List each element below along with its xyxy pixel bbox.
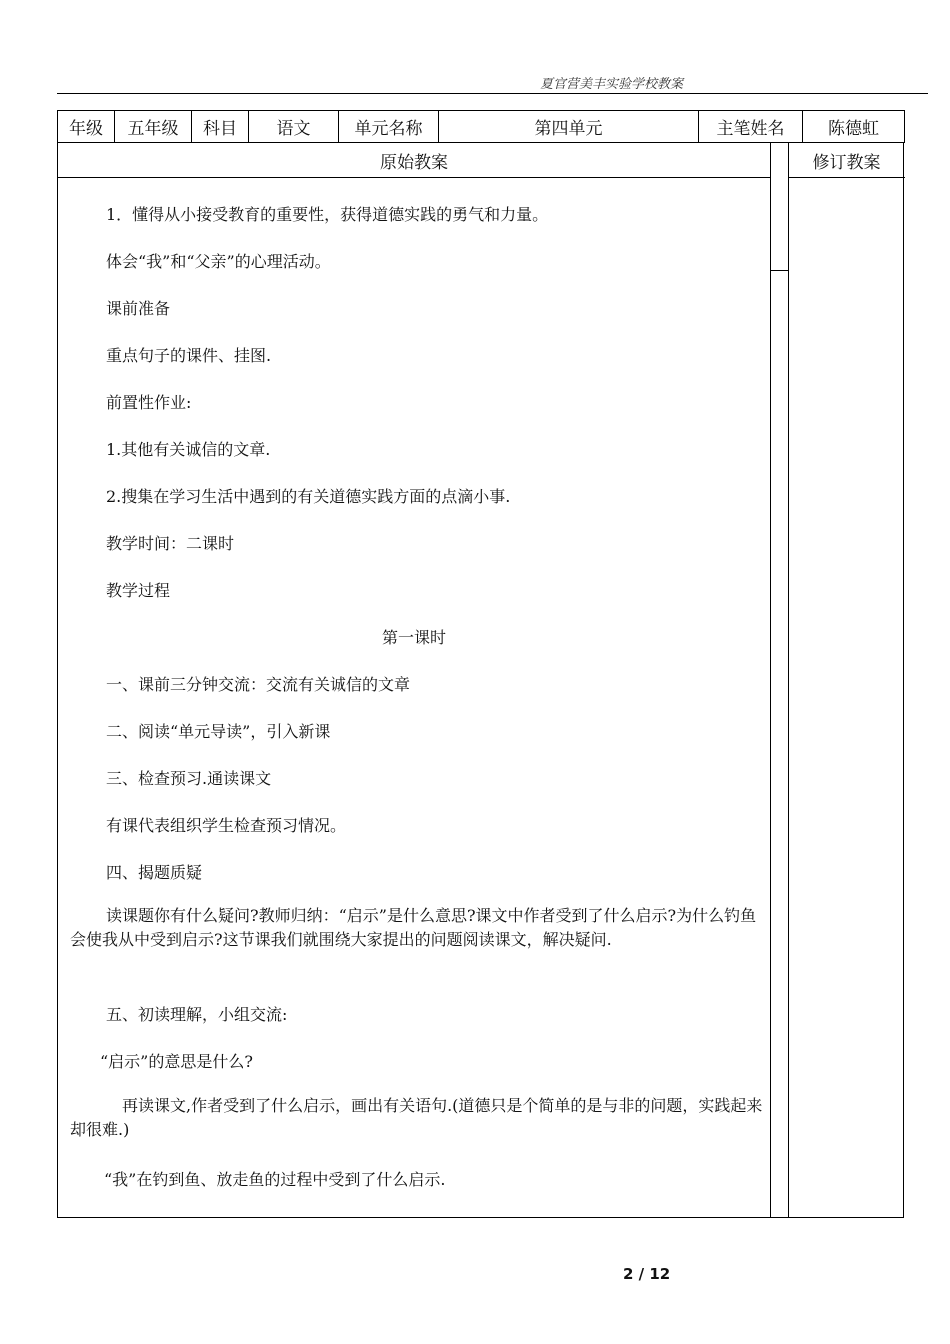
author-value: 陈德虹 bbox=[803, 111, 905, 143]
teaching-time: 教学时间：二课时 bbox=[106, 534, 235, 553]
objective-line: 1．懂得从小接受教育的重要性，获得道德实践的勇气和力量。 bbox=[106, 205, 549, 224]
step-two: 二、阅读“单元导读”，引入新课 bbox=[106, 722, 331, 741]
revised-plan-title: 修订教案 bbox=[812, 153, 881, 173]
lesson-one-heading: 第一课时 bbox=[381, 628, 446, 647]
page-number: 2 / 12 bbox=[623, 1265, 671, 1283]
homework-heading: 前置性作业: bbox=[106, 393, 192, 412]
step-five-question: “启示”的意思是什么? bbox=[100, 1052, 253, 1071]
prep-item: 重点句子的课件、挂图. bbox=[106, 346, 272, 365]
title-rule-revised bbox=[788, 177, 905, 178]
prep-heading: 课前准备 bbox=[106, 299, 171, 318]
school-header: 夏官营美丰实验学校教案 bbox=[540, 77, 684, 92]
homework-item-1: 1.其他有关诚信的文章. bbox=[106, 440, 271, 459]
column-divider-left bbox=[770, 142, 771, 1217]
subject-label: 科目 bbox=[192, 111, 249, 143]
homework-item-2: 2.搜集在学习生活中遇到的有关道德实践方面的点滴小事. bbox=[106, 487, 511, 506]
step-one: 一、课前三分钟交流：交流有关诚信的文章 bbox=[106, 675, 411, 694]
margin-rule bbox=[770, 270, 788, 271]
step-four-detail: 读课题你有什么疑问?教师归纳：“启示”是什么意思?课文中作者受到了什么启示?为什么钓鱼会使我从中受到启示?这节课我们就围绕大家提出的问题阅读课文，解决疑问. bbox=[70, 906, 757, 949]
step-three-detail: 有课代表组织学生检查预习情况。 bbox=[106, 816, 347, 835]
original-plan-title: 原始教案 bbox=[380, 153, 448, 173]
unit-value: 第四单元 bbox=[439, 111, 699, 143]
step-four: 四、揭题质疑 bbox=[106, 863, 203, 882]
process-heading: 教学过程 bbox=[106, 581, 171, 600]
objective-line-2: 体会“我”和“父亲”的心理活动。 bbox=[106, 252, 331, 271]
header-rule bbox=[57, 93, 928, 94]
column-divider-right bbox=[788, 142, 789, 1217]
step-five: 五、初读理解，小组交流: bbox=[106, 1005, 288, 1024]
step-five-reread: 再读课文,作者受到了什么启示，画出有关语句.(道德只是个简单的是与非的问题，实践起来却很难.) bbox=[70, 1096, 763, 1139]
info-table bbox=[57, 110, 905, 143]
title-rule-original bbox=[58, 177, 770, 178]
grade-value: 五年级 bbox=[115, 111, 192, 143]
unit-label: 单元名称 bbox=[339, 111, 439, 143]
step-five-insight: “我”在钓到鱼、放走鱼的过程中受到了什么启示. bbox=[104, 1170, 446, 1189]
grade-label: 年级 bbox=[58, 111, 115, 143]
lesson-plan-body bbox=[57, 142, 904, 1218]
subject-value: 语文 bbox=[249, 111, 339, 143]
author-label: 主笔姓名 bbox=[699, 111, 803, 143]
step-three: 三、检查预习.通读课文 bbox=[106, 769, 272, 788]
